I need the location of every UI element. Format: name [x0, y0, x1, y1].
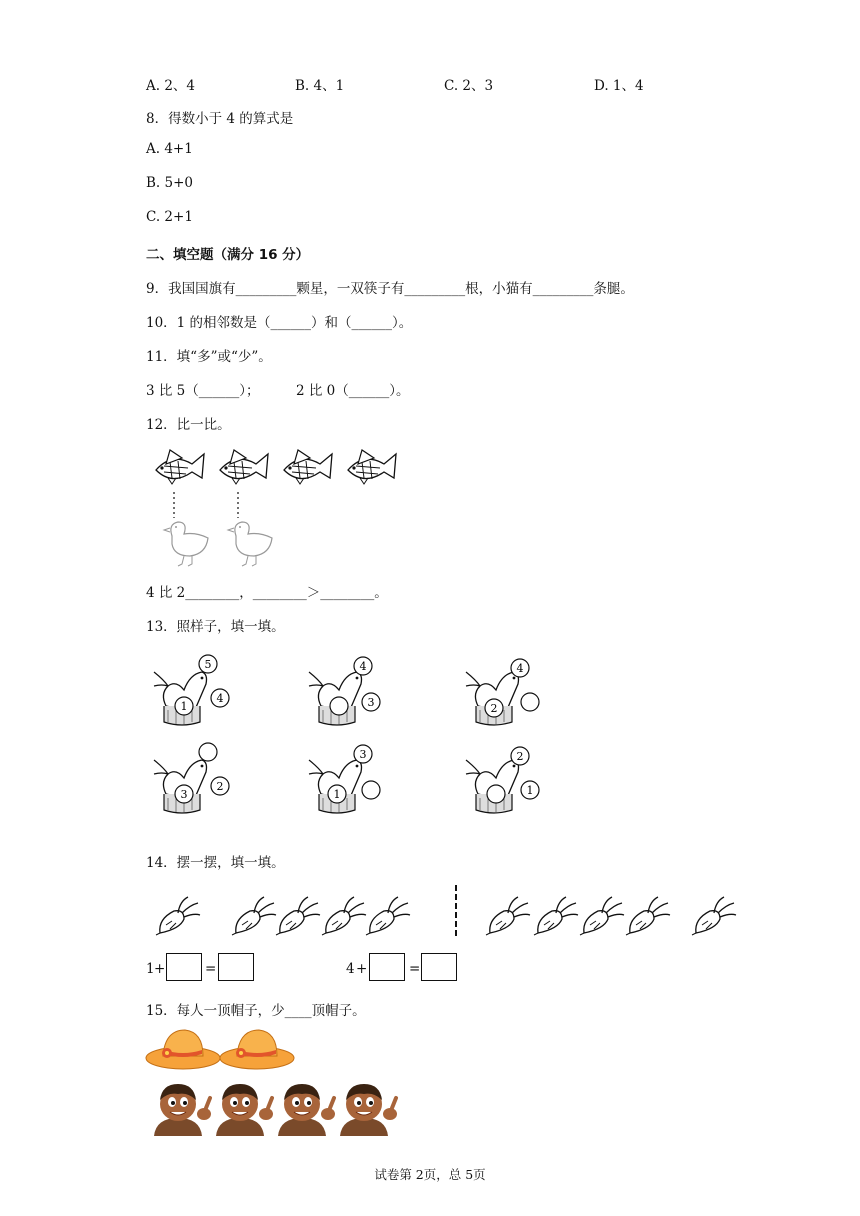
- q7-option-c: C. 2、3: [444, 78, 494, 94]
- seal-6-right: 1: [526, 784, 534, 797]
- seal-1-right: 4: [216, 692, 224, 705]
- duck-2: [228, 522, 272, 566]
- eq2-blank-1[interactable]: [369, 953, 405, 981]
- q8-option-c: C. 2+1: [146, 209, 193, 225]
- q11-line-b: 2 比 0（______）。: [296, 383, 410, 399]
- eq2-equals: =: [409, 961, 421, 977]
- seal-4-right: 2: [216, 780, 224, 793]
- seal-3: [466, 659, 539, 725]
- kid-1: [154, 1084, 211, 1136]
- seal-1-top: 5: [204, 658, 212, 671]
- fish-2: [220, 450, 268, 484]
- q8-stem: 8．得数小于 4 的算式是: [146, 111, 294, 127]
- q7-option-d: D. 1、4: [594, 78, 644, 94]
- q13-stem: 13．照样子，填一填。: [146, 619, 285, 635]
- seal-6-top: 2: [516, 750, 524, 763]
- seal-2-top: 4: [359, 660, 367, 673]
- radish-figure: [150, 885, 750, 940]
- eq2-plus: +: [356, 961, 368, 977]
- q11-line-a: 3 比 5（______）；: [146, 383, 260, 399]
- seal-5-left: 1: [333, 788, 341, 801]
- eq1-addend: 1: [146, 961, 155, 977]
- hat-2: [220, 1030, 294, 1069]
- fish-4: [348, 450, 396, 484]
- eq1-equals: =: [205, 961, 217, 977]
- q10-text: 10．1 的相邻数是（______）和（______）。: [146, 315, 413, 331]
- eq1-blank-2[interactable]: [218, 953, 254, 981]
- hats-figure: [145, 1022, 305, 1072]
- duck-1: [164, 522, 208, 566]
- q7-option-b: B. 4、1: [295, 78, 345, 94]
- hat-1: [146, 1030, 220, 1069]
- q8-option-a: A. 4+1: [146, 141, 193, 157]
- seal-4-left: 3: [180, 788, 188, 801]
- fish-duck-figure: [150, 440, 410, 570]
- q7-option-a: A. 2、4: [146, 78, 196, 94]
- page-footer: 试卷第 2页，总 5页: [374, 1167, 486, 1182]
- kid-4: [340, 1084, 397, 1136]
- eq1-plus: +: [154, 961, 166, 977]
- kid-3: [278, 1084, 335, 1136]
- fish-1: [156, 450, 204, 484]
- q12-answer-line: 4 比 2________，________＞________。: [146, 585, 388, 601]
- q15-stem: 15．每人一顶帽子，少____顶帽子。: [146, 1003, 366, 1019]
- fish-3: [284, 450, 332, 484]
- kid-2: [216, 1084, 273, 1136]
- q11-stem: 11．填“多”或“少”。: [146, 349, 272, 365]
- children-figure: [148, 1080, 408, 1138]
- q8-option-b: B. 5+0: [146, 175, 193, 191]
- seal-3-left: 2: [490, 702, 498, 715]
- seal-1-left: 1: [180, 700, 188, 713]
- q14-stem: 14．摆一摆，填一填。: [146, 855, 285, 871]
- eq2-blank-2[interactable]: [421, 953, 457, 981]
- q9-text: 9．我国国旗有_________颗星，一双筷子有_________根，小猫有_________条腿。: [146, 281, 634, 297]
- section-title: 二、填空题（满分 16 分）: [146, 247, 310, 263]
- seal-5-top: 3: [359, 748, 367, 761]
- seal-1: [154, 655, 229, 725]
- seal-4: [154, 743, 229, 813]
- seal-2: [309, 657, 380, 725]
- seal-grid: [150, 650, 570, 825]
- eq2-addend: 4: [346, 961, 355, 977]
- seal-3-top: 4: [516, 662, 524, 675]
- seal-2-right: 3: [367, 696, 375, 709]
- eq1-blank-1[interactable]: [166, 953, 202, 981]
- seal-6: [466, 747, 539, 813]
- q12-stem: 12．比一比。: [146, 417, 231, 433]
- seal-5: [309, 745, 380, 813]
